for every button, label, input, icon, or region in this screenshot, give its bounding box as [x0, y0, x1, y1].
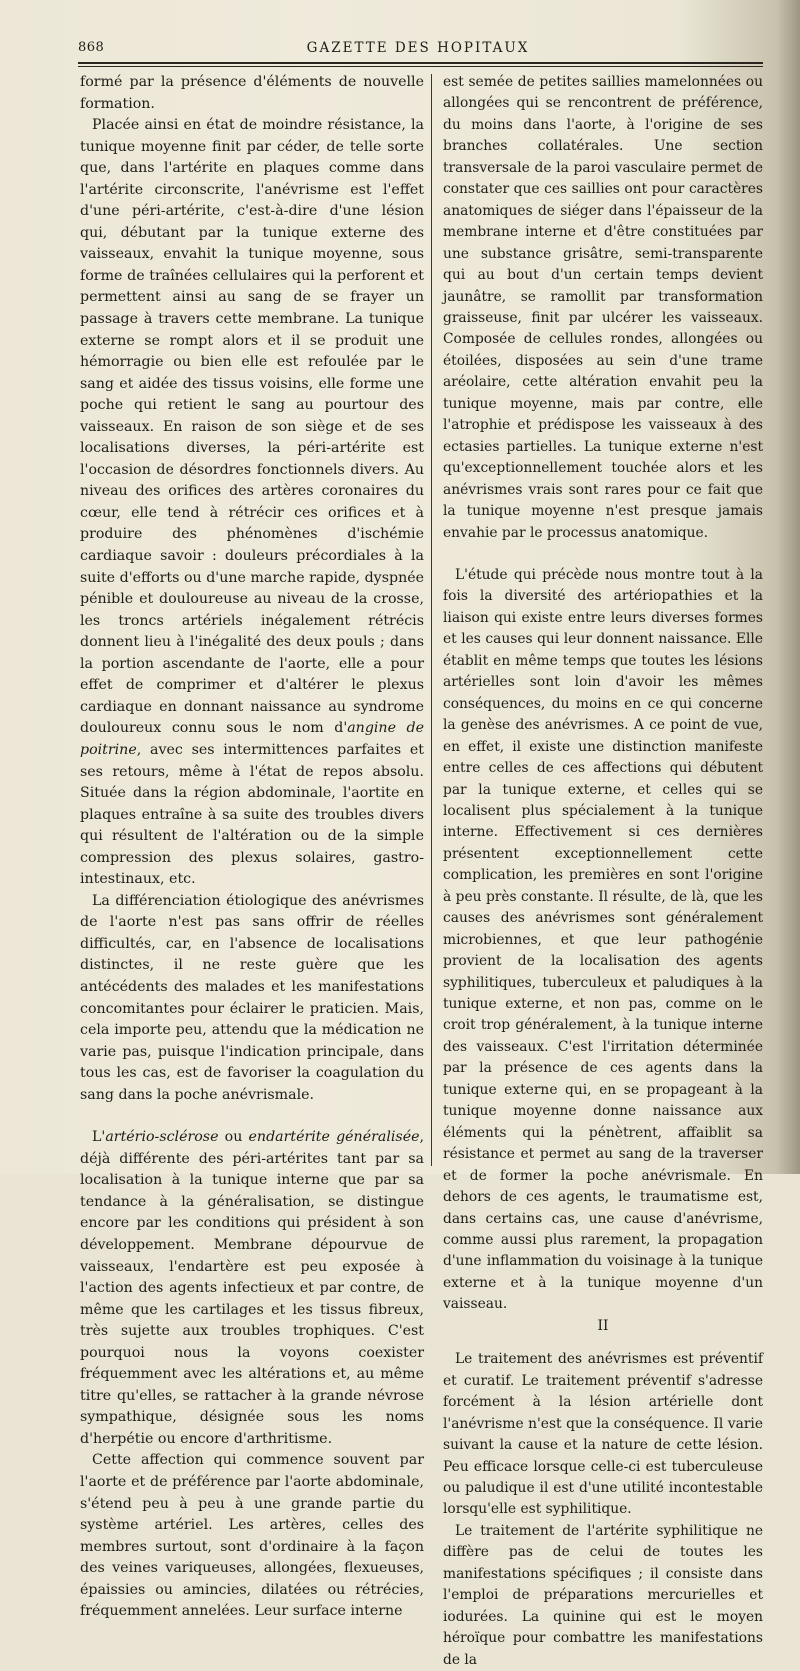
page-number: 868	[78, 40, 105, 55]
page-header	[78, 36, 758, 62]
paragraph: Le traitement des anévrismes est préventif et curatif. Le traitement préventif s'adresse forcément à la lésion artérielle dont l'anévrisme n'est que la conséquence. Il varie suivant la cause et la nature de cette lésion. Peu efficace lorsque celle-ci est tuberculeuse ou paludique il est d'une utilité incontestable lorsqu'elle est syphilitique.	[443, 1351, 763, 1518]
paragraph	[80, 115, 424, 891]
paragraph-text: L'	[92, 1129, 106, 1146]
column-divider	[431, 74, 432, 1166]
paragraph: L'étude qui précède nous montre tout à la fois la diversité des artériopathies et la liaison qui existe entre leurs diverses formes et les causes qui leur donnent naissance. Elle établit en même temps que toutes les lésions artérielles sont loin d'avoir les mêmes conséquences, du moins en ce qui concerne la genèse des anévrismes. A ce point de vue, en effet, il existe une distinction manifeste entre celles de ces affections qui débutent par la tunique externe, et celles qui se localisent plus spécialement à la tunique interne. Effectivement si ces dernières présentent exceptionnellement cette complication, les premières en sont l'origine à peu près constante. Il résulte, de là, que les causes des anévrismes sont généralement microbiennes, et que leur pathogénie provient de la localisation des agents syphilitiques, tuberculeux et paludiques à la tunique externe, et non pas, comme on le croit trop généralement, à la tunique interne des vaisseaux. C'est l'irritation déterminée par la présence de ces agents dans la tunique externe qui, en se propageant à la tunique moyenne donne naissance aux éléments qui la pénètrent, affaiblit sa résistance et permet au sang de la traverser et de former la poche anévrismale. En dehors de ces agents, le traumatisme est, dans certains cas, une cause d'anévrisme, comme aussi plus rarement, la propagation d'une inflammation du voisinage à la tunique externe et à la tunique moyenne d'un vaisseau.	[443, 566, 763, 1313]
paragraph: Cette affection qui commence souvent par l'aorte et de préférence par l'aorte abdominale, s'étend peu à peu à une grande partie du système artériel. Les artères, celles des membres surtout, sont d'ordinaire à la façon des veines variqueuses, allongées, flexueuses, épaissies ou amincies, dilatées ou rétrécies, fréquemment annelées. Leur surface interne	[80, 1452, 424, 1620]
paragraph-text: , déjà différente des péri-artérites tant par sa localisation à la tunique interne que par sa tendance à la généralisation, se distingue encore par les conditions qui président à son développement. Membrane dépourvue de vaisseaux, l'endartère est peu exposée à l'action des agents infectieux et par contre, de même que les cartilages et les tissus fibreux, très sujette aux troubles trophiques. C'est pourquoi nous la voyons coexister fréquemment avec les altérations et, au même titre qu'elles, se rattacher à la grande névrose sympathique, désignée sous les noms d'herpétie ou encore d'arthritisme.	[80, 1129, 424, 1447]
running-title: GAZETTE DES HOPITAUX	[306, 40, 530, 56]
italic-term: angine de poitrine	[80, 720, 424, 758]
italic-term: endartérite généralisée	[248, 1129, 420, 1146]
paragraph: formé par la présence d'éléments de nouvelle formation.	[80, 74, 424, 112]
section-number: II	[597, 1317, 609, 1334]
paragraph: est semée de petites saillies mamelonnées ou allongées qui se rencontrent de préférence, du moins dans l'aorte, à l'origine de ses branches collatérales. Une section transversale de la paroi vasculaire permet de constater que ces saillies ont pour caractères anatomiques de siéger dans l'épaisseur de la membrane interne et d'être constituées par une substance grisâtre, semi-transparente qui au bout d'un certain temps devient jaunâtre, se ramollit par transformation graisseuse, finit par ulcérer les vaisseaux. Composée de cellules rondes, allongées ou étoilées, disposées au sein d'une trame aréolaire, cette altération envahit peu la tunique moyenne, mais par contre, elle l'atrophie et prédispose les vaisseaux à des ectasies partielles. La tunique externe n'est qu'exceptionnellement touchée alors et les anévrismes vrais sont rares pour ce fait que la tunique moyenne n'est presque jamais envahie par le processus anatomique.	[443, 74, 763, 541]
paragraph-text: ou	[218, 1129, 249, 1146]
left-column	[80, 72, 424, 1623]
paragraph-text: Placée ainsi en état de moindre résistance, la tunique moyenne finit par céder, de telle sorte que, dans l'artérite en plaques comme dans l'artérite circonscrite, l'anévrisme est l'effet d'une péri-artérite, c'est-à-dire d'une lésion qui, débutant par la tunique externe des vaisseaux, envahit la tunique moyenne, sous forme de traînées cellulaires qui la perforent et permettent ainsi au sang de se frayer un passage à travers cette membrane. La tunique externe se rompt alors et il se produit une hémorragie ou bien elle est refoulée par le sang et aidée des tissus voisins, elle forme une poche qui retient le sang au pourtour des vaisseaux. En raison de son siège et de ses localisations diverses, la péri-artérite est l'occasion de désordres fonctionnels divers. Au niveau des orifices des artères coronaires du cœur, elle tend à rétrécir ces orifices et à produire des phénomènes d'ischémie cardiaque savoir : douleurs précordiales à la suite d'efforts ou d'une marche rapide, dyspnée pénible et douloureuse au niveau de la crosse, les troncs artériels inégalement rétrécis donnent lieu à l'inégalité des deux pouls ; dans la portion ascendante de l'aorte, elle a pour effet de comprimer et d'altérer le plexus cardiaque en donnant naissance au syndrome douloureux connu sous le nom d'	[80, 117, 424, 737]
header-rule-thick	[78, 62, 763, 64]
header-rule-thin	[78, 66, 763, 67]
right-column	[443, 72, 763, 1671]
paragraph-text: , avec ses intermittences parfaites et ses retours, même à l'état de repos absolu. Située dans la région abdominale, l'aortite en plaques entraîne à sa suite des troubles divers qui résultent de l'altération ou de la simple compression des plexus solaires, gastro-intestinaux, etc.	[80, 741, 424, 888]
paragraph: La différenciation étiologique des anévrismes de l'aorte n'est pas sans offrir de réelles difficultés, car, en l'absence de localisations distinctes, il ne reste guère que les antécédents des malades et les manifestations concomitantes pour éclairer le praticien. Mais, cela importe peu, attendu que la médication ne varie pas, puisque l'indication principale, dans tous les cas, est de favoriser la coagulation du sang dans la poche anévrismale.	[80, 892, 424, 1103]
paragraph: Le traitement de l'artérite syphilitique ne diffère pas de celui de toutes les manifestations spécifiques ; il consiste dans l'emploi de préparations mercurielles et iodurées. La quinine qui est le moyen héroïque pour combattre les manifestations de la	[443, 1522, 763, 1668]
italic-term: artério-sclérose	[105, 1129, 219, 1146]
paragraph	[80, 1127, 424, 1450]
